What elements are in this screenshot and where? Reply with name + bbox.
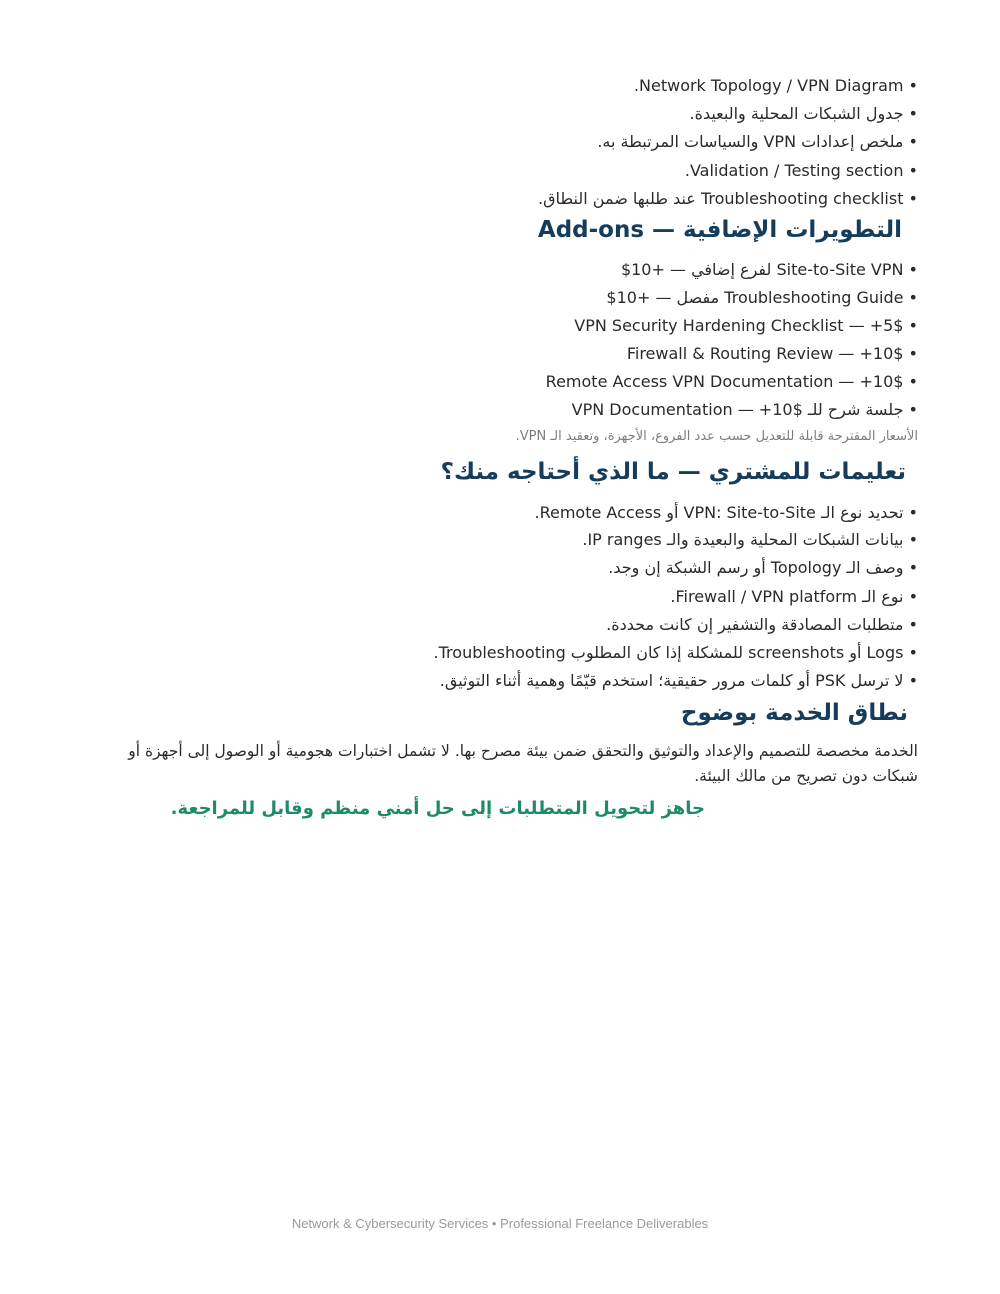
addon-item: • Firewall & Routing Review — +10$ bbox=[626, 344, 918, 363]
deliverable-item: • Validation / Testing section. bbox=[684, 161, 918, 180]
deliverable-item: • ملخص إعدادات VPN والسياسات المرتبطة به. bbox=[597, 132, 918, 151]
scope-paragraph: الخدمة مخصصة للتصميم والإعداد والتوثيق والتحقق ضمن بيئة مصرح بها. لا تشمل اختبارات هجومية أو الوصول إلى أجهزة أو شبكات دون تصريح من مالك البيئة. bbox=[128, 742, 918, 785]
instructions-heading: تعليمات للمشتري — ما الذي أحتاجه منك؟ bbox=[440, 459, 906, 485]
closing-cta: جاهز لتحويل المتطلبات إلى حل أمني منظم وقابل للمراجعة. bbox=[170, 798, 705, 819]
deliverable-item: • جدول الشبكات المحلية والبعيدة. bbox=[689, 104, 918, 123]
addons-heading: التطويرات الإضافية — Add-ons bbox=[537, 217, 902, 243]
instruction-item: • نوع الـ Firewall / VPN platform. bbox=[670, 587, 918, 606]
instruction-item: • Logs أو screenshots للمشكلة إذا كان المطلوب Troubleshooting. bbox=[433, 643, 918, 662]
page-footer: Network & Cybersecurity Services • Professional Freelance Deliverables bbox=[291, 1216, 709, 1231]
instruction-item: • لا ترسل PSK أو كلمات مرور حقيقية؛ استخدم قيّمًا وهمية أثناء التوثيق. bbox=[439, 671, 918, 690]
deliverable-item: • Network Topology / VPN Diagram. bbox=[633, 76, 918, 95]
instruction-item: • بيانات الشبكات المحلية والبعيدة والـ IP ranges. bbox=[582, 530, 918, 549]
deliverable-item: • Troubleshooting checklist عند طلبها ضمن النطاق. bbox=[538, 189, 918, 208]
addon-item: • Remote Access VPN Documentation — +10$ bbox=[545, 372, 918, 391]
addon-item: • Site-to-Site VPN لفرع إضافي — +10$ bbox=[620, 260, 918, 279]
instruction-item: • تحديد نوع الـ VPN: Site-to-Site أو Remote Access. bbox=[534, 503, 918, 522]
instruction-item: • متطلبات المصادقة والتشفير إن كانت محددة. bbox=[606, 615, 918, 634]
addons-pricing-note: الأسعار المقترحة قابلة للتعديل حسب عدد الفروع، الأجهزة، وتعقيد الـ VPN. bbox=[515, 429, 918, 444]
addon-item: • Troubleshooting Guide مفصل — +10$ bbox=[606, 288, 918, 307]
addon-item: • جلسة شرح للـ VPN Documentation — +10$ bbox=[571, 400, 918, 419]
addon-item: • VPN Security Hardening Checklist — +5$ bbox=[574, 316, 918, 335]
instruction-item: • وصف الـ Topology أو رسم الشبكة إن وجد. bbox=[608, 558, 918, 577]
scope-heading: نطاق الخدمة بوضوح bbox=[680, 700, 908, 726]
